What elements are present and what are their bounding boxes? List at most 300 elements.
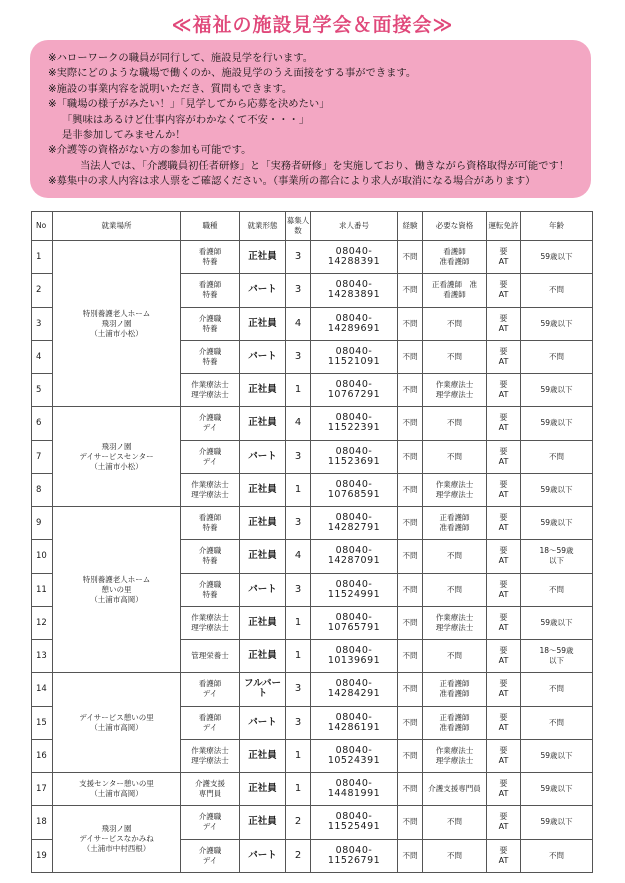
age-cell xyxy=(521,407,593,440)
job-cell-text: 管理栄養士 xyxy=(191,651,229,661)
age-cell xyxy=(521,473,593,506)
number-cell xyxy=(311,773,398,806)
type-cell xyxy=(240,573,286,606)
number-cell xyxy=(311,241,398,274)
number-cell-text: 08040-11524991 xyxy=(327,578,381,600)
row-no xyxy=(32,507,53,540)
number-cell xyxy=(311,606,398,639)
number-cell-text: 08040-10765791 xyxy=(327,611,381,633)
job-cell-text: 特養 xyxy=(202,257,218,267)
type-cell-text: 正社員 xyxy=(248,517,277,529)
header-type: 就業形態 xyxy=(240,212,286,241)
age-cell-text: 不問 xyxy=(549,584,564,594)
place-cell-text: デイサービスセンター xyxy=(79,451,154,461)
place-cell xyxy=(53,407,181,507)
row-no-text: 18 xyxy=(36,817,47,828)
number-cell-text: 08040-10139691 xyxy=(327,645,381,667)
number-cell-text: 08040-14289691 xyxy=(327,312,381,334)
number-cell-text: 08040-10524391 xyxy=(327,744,381,766)
type-cell xyxy=(240,640,286,673)
count-cell-text: 1 xyxy=(294,616,302,628)
job-cell xyxy=(181,307,240,340)
count-cell xyxy=(286,540,311,573)
license-cell xyxy=(487,806,521,839)
type-cell-text: 正社員 xyxy=(248,483,277,495)
license-cell-text: AT xyxy=(498,323,509,333)
exp-cell xyxy=(398,673,423,706)
count-cell xyxy=(286,839,311,873)
age-cell-text: 不問 xyxy=(549,451,564,461)
row-no-text: 3 xyxy=(36,318,42,329)
place-cell-text: （土浦市小松） xyxy=(90,461,143,471)
license-cell-text: 要 xyxy=(499,313,508,323)
type-cell xyxy=(240,706,286,739)
number-cell-text: 08040-11521091 xyxy=(327,345,381,367)
exp-cell-text: 不問 xyxy=(402,551,418,561)
qual-cell xyxy=(423,340,487,373)
qual-cell-text: 不問 xyxy=(447,418,462,428)
job-table xyxy=(31,211,593,873)
number-cell-text: 08040-14286191 xyxy=(327,711,381,733)
qual-cell xyxy=(423,241,487,274)
header-job: 職種 xyxy=(181,212,240,241)
header-count: 募集人数 xyxy=(286,212,311,241)
type-cell xyxy=(240,407,286,440)
row-no xyxy=(32,540,53,573)
place-cell xyxy=(53,241,181,407)
notice-line: ※募集中の求人内容は求人票をご確認ください。（事業所の都合により求人が取消になる場合があります） xyxy=(48,175,536,188)
age-cell xyxy=(521,806,593,839)
type-cell xyxy=(240,540,286,573)
exp-cell xyxy=(398,773,423,806)
table-body xyxy=(32,241,593,873)
count-cell xyxy=(286,473,311,506)
row-no-text: 15 xyxy=(36,717,47,728)
row-no xyxy=(32,374,53,407)
age-cell xyxy=(521,673,593,706)
number-cell xyxy=(311,839,398,873)
notice-line: 「興味はあるけど仕事内容がわかなくて不安・・・」 xyxy=(62,113,310,126)
count-cell-text: 4 xyxy=(294,550,302,562)
number-cell-text: 08040-11523691 xyxy=(327,445,381,467)
license-cell xyxy=(487,307,521,340)
row-no-text: 13 xyxy=(36,651,47,662)
count-cell-text: 3 xyxy=(294,350,302,362)
exp-cell-text: 不問 xyxy=(402,850,418,860)
qual-cell xyxy=(423,739,487,772)
count-cell-text: 2 xyxy=(294,816,302,828)
count-cell-text: 3 xyxy=(294,251,302,263)
count-cell xyxy=(286,706,311,739)
header-number: 求人番号 xyxy=(311,212,398,241)
number-cell xyxy=(311,340,398,373)
count-cell xyxy=(286,241,311,274)
license-cell xyxy=(487,340,521,373)
type-cell-text: パート xyxy=(248,350,277,362)
row-no-text: 2 xyxy=(36,285,42,296)
place-cell-text: （土浦市高岡） xyxy=(90,594,143,604)
age-cell xyxy=(521,307,593,340)
job-cell xyxy=(181,773,240,806)
qual-cell xyxy=(423,706,487,739)
type-cell-text: 正社員 xyxy=(248,384,277,396)
age-cell-text: 18～59歳 xyxy=(539,546,574,556)
job-cell-text: 看護師 xyxy=(198,679,222,689)
row-no xyxy=(32,340,53,373)
license-cell xyxy=(487,407,521,440)
qual-cell-text: 正看護師 xyxy=(439,712,470,722)
exp-cell-text: 不問 xyxy=(402,484,418,494)
count-cell-text: 1 xyxy=(294,650,302,662)
age-cell xyxy=(521,274,593,307)
license-cell-text: 要 xyxy=(499,479,508,489)
license-cell-text: 要 xyxy=(499,679,508,689)
age-cell xyxy=(521,340,593,373)
license-cell-text: 要 xyxy=(499,745,508,755)
place-cell-text: デイサービス憩いの里 xyxy=(79,712,154,722)
job-cell xyxy=(181,640,240,673)
qual-cell-text: 准看護師 xyxy=(439,523,470,533)
count-cell xyxy=(286,274,311,307)
count-cell xyxy=(286,374,311,407)
row-no xyxy=(32,241,53,274)
count-cell xyxy=(286,573,311,606)
place-cell-text: （土浦市中村西根） xyxy=(82,844,151,854)
type-cell-text: 正社員 xyxy=(248,317,277,329)
type-cell-text: フルパート xyxy=(244,678,281,700)
place-cell xyxy=(53,507,181,673)
notice-line: ※ハローワークの職員が同行して、施設見学を行います。 xyxy=(48,52,314,64)
exp-cell xyxy=(398,573,423,606)
row-no-text: 1 xyxy=(36,252,42,263)
count-cell-text: 4 xyxy=(294,417,302,429)
qual-cell-text: 看護師 xyxy=(443,247,466,257)
age-cell-text: 不問 xyxy=(549,351,564,361)
table-row xyxy=(32,507,593,540)
age-cell-text: 59歳以下 xyxy=(540,817,573,827)
row-no xyxy=(32,739,53,772)
job-cell-text: 看護師 xyxy=(198,712,222,722)
number-cell xyxy=(311,706,398,739)
license-cell-text: AT xyxy=(498,356,509,366)
header-qual: 必要な資格 xyxy=(423,212,487,241)
exp-cell xyxy=(398,374,423,407)
row-no xyxy=(32,773,53,806)
exp-cell-text: 不問 xyxy=(402,451,418,461)
age-cell-text: 不問 xyxy=(549,850,564,860)
qual-cell xyxy=(423,573,487,606)
exp-cell-text: 不問 xyxy=(402,252,418,262)
age-cell xyxy=(521,440,593,473)
job-cell-text: 介護職 xyxy=(198,446,222,456)
age-cell-text: 不問 xyxy=(549,285,564,295)
license-cell-text: 要 xyxy=(499,380,508,390)
count-cell xyxy=(286,340,311,373)
license-cell-text: 要 xyxy=(499,346,508,356)
type-cell xyxy=(240,340,286,373)
type-cell xyxy=(240,241,286,274)
count-cell-text: 3 xyxy=(294,450,302,462)
license-cell-text: 要 xyxy=(499,446,508,456)
license-cell-text: AT xyxy=(498,423,509,433)
qual-cell xyxy=(423,640,487,673)
job-cell xyxy=(181,806,240,839)
age-cell-text: 59歳以下 xyxy=(540,750,573,760)
exp-cell-text: 不問 xyxy=(402,385,418,395)
exp-cell-text: 不問 xyxy=(402,684,418,694)
qual-cell xyxy=(423,839,487,873)
age-cell-text: 不問 xyxy=(549,717,564,727)
number-cell xyxy=(311,440,398,473)
count-cell xyxy=(286,640,311,673)
number-cell-text: 08040-14282791 xyxy=(327,512,381,534)
qual-cell-text: 理学療法士 xyxy=(435,622,474,632)
job-cell-text: 理学療法士 xyxy=(191,390,229,400)
license-cell xyxy=(487,573,521,606)
number-cell xyxy=(311,473,398,506)
job-cell-text: デイ xyxy=(202,689,218,699)
number-cell xyxy=(311,374,398,407)
qual-cell xyxy=(423,274,487,307)
header-place: 就業場所 xyxy=(53,212,181,241)
row-no-text: 11 xyxy=(36,584,47,595)
row-no-text: 16 xyxy=(36,750,47,761)
age-cell xyxy=(521,374,593,407)
exp-cell xyxy=(398,540,423,573)
exp-cell xyxy=(398,340,423,373)
row-no xyxy=(32,473,53,506)
qual-cell xyxy=(423,374,487,407)
type-cell-text: パート xyxy=(248,284,277,296)
type-cell xyxy=(240,606,286,639)
count-cell-text: 1 xyxy=(294,483,302,495)
job-cell xyxy=(181,274,240,307)
age-cell-text: 59歳以下 xyxy=(540,617,573,627)
place-cell-text: デイサービスなかみね xyxy=(79,834,154,844)
exp-cell xyxy=(398,739,423,772)
license-cell-text: 要 xyxy=(499,712,508,722)
type-cell xyxy=(240,673,286,706)
type-cell-text: 正社員 xyxy=(248,749,277,761)
age-cell xyxy=(521,640,593,673)
age-cell-text: 59歳以下 xyxy=(540,418,573,428)
qual-cell xyxy=(423,473,487,506)
exp-cell xyxy=(398,839,423,873)
row-no-text: 17 xyxy=(36,784,47,795)
count-cell xyxy=(286,673,311,706)
age-cell xyxy=(521,706,593,739)
qual-cell xyxy=(423,507,487,540)
row-no-text: 8 xyxy=(36,484,42,495)
count-cell-text: 1 xyxy=(294,783,302,795)
row-no xyxy=(32,274,53,307)
job-cell xyxy=(181,340,240,373)
exp-cell xyxy=(398,806,423,839)
row-no xyxy=(32,307,53,340)
place-cell-text: 憩いの里 xyxy=(101,584,132,594)
license-cell-text: 要 xyxy=(499,280,508,290)
exp-cell xyxy=(398,640,423,673)
qual-cell-text: 正看護師 xyxy=(439,513,470,523)
age-cell xyxy=(521,573,593,606)
license-cell xyxy=(487,606,521,639)
count-cell-text: 3 xyxy=(294,583,302,595)
type-cell-text: パート xyxy=(248,716,277,728)
number-cell xyxy=(311,540,398,573)
age-cell-text: 以下 xyxy=(549,556,564,566)
qual-cell-text: 作業療法士 xyxy=(435,745,474,755)
license-cell xyxy=(487,773,521,806)
license-cell-text: AT xyxy=(498,390,509,400)
license-cell xyxy=(487,241,521,274)
license-cell-text: 要 xyxy=(499,579,508,589)
job-cell xyxy=(181,739,240,772)
job-cell-text: 理学療法士 xyxy=(191,489,229,499)
qual-cell xyxy=(423,540,487,573)
row-no-text: 12 xyxy=(36,617,47,628)
license-cell-text: AT xyxy=(498,556,509,566)
qual-cell xyxy=(423,307,487,340)
qual-cell-text: 准看護師 xyxy=(439,257,470,267)
type-cell-text: 正社員 xyxy=(248,550,277,562)
place-cell-text: 特別養護老人ホーム xyxy=(82,308,151,318)
license-cell-text: AT xyxy=(498,722,509,732)
place-cell-text: （土浦市高岡） xyxy=(90,789,143,799)
type-cell-text: 正社員 xyxy=(248,417,277,429)
qual-cell xyxy=(423,806,487,839)
job-cell xyxy=(181,540,240,573)
type-cell-text: 正社員 xyxy=(248,816,277,828)
job-cell-text: デイ xyxy=(202,456,218,466)
exp-cell-text: 不問 xyxy=(402,285,418,295)
count-cell xyxy=(286,440,311,473)
type-cell xyxy=(240,507,286,540)
age-cell-text: 59歳以下 xyxy=(540,784,573,794)
place-cell-text: 飛羽ノ園 xyxy=(101,318,132,328)
row-no xyxy=(32,673,53,706)
job-cell-text: 看護師 xyxy=(198,513,222,523)
row-no-text: 4 xyxy=(36,351,42,362)
count-cell xyxy=(286,507,311,540)
place-cell xyxy=(53,806,181,873)
type-cell xyxy=(240,440,286,473)
number-cell-text: 08040-10768591 xyxy=(327,478,381,500)
row-no xyxy=(32,606,53,639)
qual-cell xyxy=(423,407,487,440)
notice-box xyxy=(30,40,591,198)
license-cell-text: 要 xyxy=(499,546,508,556)
exp-cell xyxy=(398,274,423,307)
table-header-row xyxy=(32,212,593,241)
type-cell xyxy=(240,839,286,873)
count-cell xyxy=(286,806,311,839)
qual-cell xyxy=(423,773,487,806)
number-cell xyxy=(311,640,398,673)
job-cell xyxy=(181,440,240,473)
type-cell xyxy=(240,307,286,340)
place-cell xyxy=(53,773,181,806)
license-cell-text: AT xyxy=(498,689,509,699)
qual-cell-text: 不問 xyxy=(447,451,462,461)
table-row xyxy=(32,806,593,839)
qual-cell-text: 不問 xyxy=(447,351,462,361)
number-cell-text: 08040-14283891 xyxy=(327,279,381,301)
type-cell-text: 正社員 xyxy=(248,616,277,628)
exp-cell xyxy=(398,606,423,639)
type-cell-text: パート xyxy=(248,849,277,861)
row-no xyxy=(32,640,53,673)
license-cell-text: 要 xyxy=(499,612,508,622)
count-cell-text: 3 xyxy=(294,716,302,728)
age-cell xyxy=(521,241,593,274)
license-cell-text: AT xyxy=(498,789,509,799)
type-cell-text: パート xyxy=(248,450,277,462)
count-cell-text: 1 xyxy=(294,749,302,761)
qual-cell xyxy=(423,606,487,639)
license-cell-text: 要 xyxy=(499,845,508,855)
job-cell-text: 介護職 xyxy=(198,812,222,822)
type-cell xyxy=(240,274,286,307)
row-no-text: 9 xyxy=(36,518,42,529)
notice-line: ※施設の事業内容を説明いただき、質問もできます。 xyxy=(48,82,293,95)
qual-cell-text: 作業療法士 xyxy=(435,612,474,622)
license-cell-text: AT xyxy=(498,489,509,499)
row-no-text: 6 xyxy=(36,418,42,429)
license-cell xyxy=(487,274,521,307)
place-cell-text: （土浦市高岡） xyxy=(90,722,143,732)
table-row xyxy=(32,241,593,274)
qual-cell-text: 介護支援専門員 xyxy=(428,784,481,794)
age-cell xyxy=(521,839,593,873)
count-cell-text: 4 xyxy=(294,317,302,329)
place-cell-text: （土浦市小松） xyxy=(90,328,143,338)
job-cell-text: デイ xyxy=(202,855,218,865)
notice-line: ※実際にどのような職場で働くのか、施設見学のうえ面接をする事ができます。 xyxy=(48,67,417,80)
notice-line: 当法人では、「介護職員初任者研修」と「実務者研修」を実施しており、働きながら資格取得が可能です！ xyxy=(80,159,570,172)
job-cell-text: デイ xyxy=(202,423,218,433)
place-cell xyxy=(53,673,181,773)
license-cell xyxy=(487,739,521,772)
row-no xyxy=(32,706,53,739)
job-cell-text: 特養 xyxy=(202,323,218,333)
job-cell-text: 介護支援 xyxy=(195,779,225,789)
age-cell-text: 59歳以下 xyxy=(540,385,573,395)
job-cell xyxy=(181,573,240,606)
license-cell-text: 要 xyxy=(499,513,508,523)
type-cell xyxy=(240,473,286,506)
license-cell xyxy=(487,640,521,673)
count-cell xyxy=(286,407,311,440)
place-cell-text: 飛羽ノ園 xyxy=(101,824,132,834)
header-age: 年齢 xyxy=(521,212,593,241)
count-cell-text: 3 xyxy=(294,517,302,529)
job-cell xyxy=(181,473,240,506)
age-cell xyxy=(521,540,593,573)
license-cell xyxy=(487,540,521,573)
job-cell-text: 特養 xyxy=(202,523,218,533)
license-cell-text: 要 xyxy=(499,812,508,822)
count-cell xyxy=(286,739,311,772)
exp-cell-text: 不問 xyxy=(402,750,418,760)
header-no: No xyxy=(32,212,53,241)
exp-cell-text: 不問 xyxy=(402,318,418,328)
exp-cell-text: 不問 xyxy=(402,418,418,428)
job-cell xyxy=(181,507,240,540)
row-no-text: 19 xyxy=(36,850,47,861)
exp-cell-text: 不問 xyxy=(402,518,418,528)
exp-cell xyxy=(398,440,423,473)
number-cell-text: 08040-11522391 xyxy=(327,412,381,434)
